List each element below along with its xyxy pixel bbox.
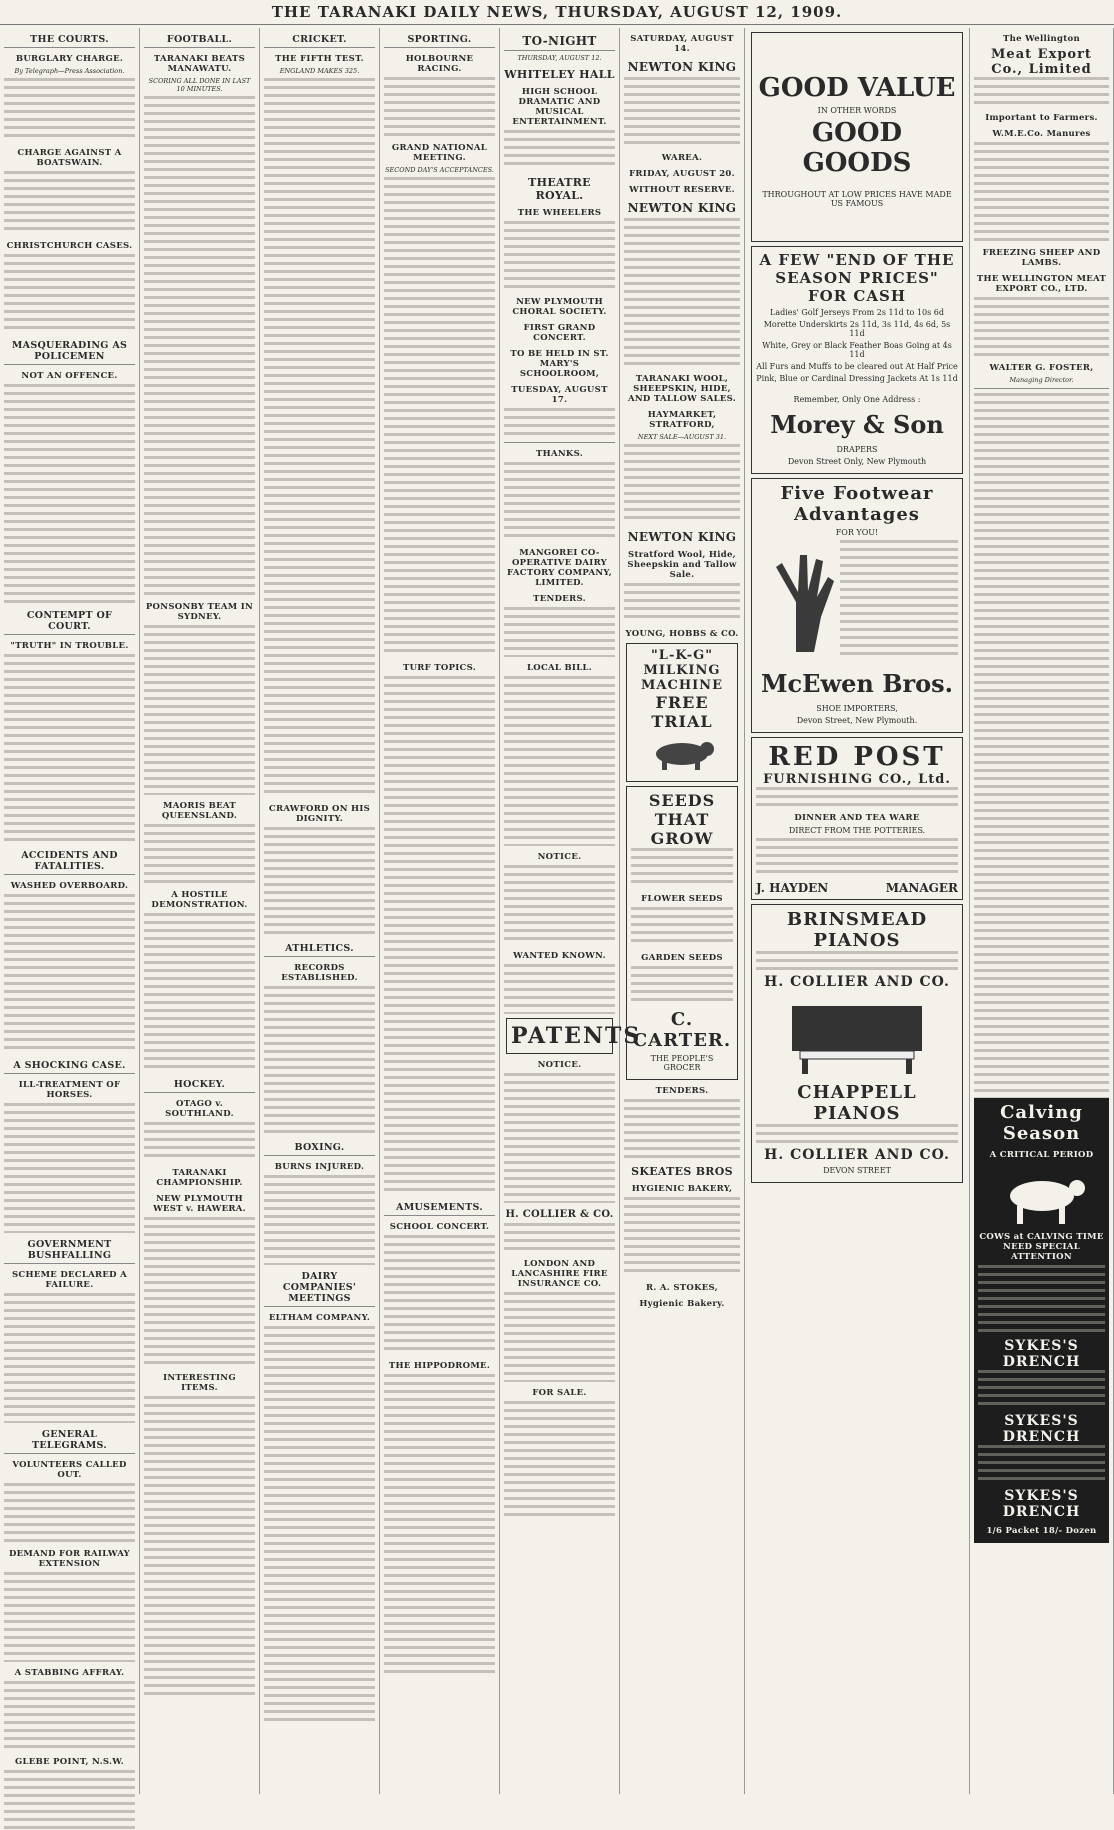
product-name: SYKES'S DRENCH bbox=[1002, 1413, 1081, 1445]
ad-body bbox=[756, 951, 958, 971]
product-name: SYKES'S DRENCH bbox=[1002, 1488, 1081, 1520]
good-value-ad bbox=[751, 32, 963, 242]
article-body bbox=[144, 96, 255, 596]
column-sporting bbox=[380, 28, 500, 1794]
ad-merchant: H. COLLIER AND CO. bbox=[764, 974, 950, 990]
ad-subline: FURNISHING CO., Ltd. bbox=[763, 772, 951, 787]
article-subheading: SCORING ALL DONE IN LAST 10 MINUTES. bbox=[148, 77, 251, 93]
column-football bbox=[140, 28, 260, 1794]
ad-body bbox=[978, 1370, 1105, 1410]
article-subheading: DEMAND FOR RAILWAY EXTENSION bbox=[8, 1549, 131, 1569]
date-line: SATURDAY, AUGUST 14. bbox=[630, 34, 734, 54]
manager-title: MANAGER bbox=[885, 881, 958, 895]
ad-body bbox=[978, 1265, 1105, 1335]
article-body bbox=[144, 1396, 255, 1696]
article-body bbox=[4, 78, 135, 142]
footwear-ad bbox=[751, 478, 963, 733]
article-body bbox=[384, 1235, 495, 1355]
article-body bbox=[4, 894, 135, 1054]
notice-heading: TENDERS. bbox=[533, 594, 586, 604]
column-display-ads bbox=[745, 28, 970, 1794]
ad-headline: GOOD VALUE bbox=[758, 73, 956, 103]
ad-body bbox=[631, 966, 733, 1006]
article-heading: GENERAL TELEGRAMS. bbox=[4, 1429, 135, 1454]
notice-body bbox=[504, 1401, 615, 1521]
seeds-ad bbox=[626, 786, 738, 1080]
ad-headline: W.M.E.Co. Manures bbox=[992, 129, 1091, 139]
ad-subline: Devon Street, New Plymouth. bbox=[796, 716, 918, 725]
event-heading: NEW PLYMOUTH CHORAL SOCIETY. bbox=[512, 297, 607, 317]
cow-icon bbox=[647, 737, 717, 771]
article-heading: THE FIFTH TEST. bbox=[275, 54, 364, 64]
section-heading: HOCKEY. bbox=[144, 1079, 255, 1093]
ad-headline: FREEZING SHEEP AND LAMBS. bbox=[982, 248, 1101, 268]
notice-heading: LONDON AND LANCASHIRE FIRE INSURANCE CO. bbox=[511, 1259, 608, 1289]
article-body bbox=[264, 78, 375, 798]
ad-body bbox=[974, 142, 1109, 242]
article-body bbox=[264, 1175, 375, 1265]
article-body bbox=[4, 1293, 135, 1423]
auctioneer-heading: NEWTON KING bbox=[627, 60, 737, 74]
section-heading: FOOTBALL. bbox=[144, 34, 255, 48]
article-subheading: A STABBING AFFRAY. bbox=[14, 1668, 125, 1678]
article-body bbox=[4, 384, 135, 604]
classified-listings bbox=[974, 393, 1109, 1098]
notice-heading: WITHOUT RESERVE. bbox=[629, 185, 735, 195]
ad-subline: Devon Street Only, New Plymouth bbox=[787, 457, 927, 466]
divider bbox=[974, 388, 1109, 389]
column-auctions bbox=[620, 28, 745, 1794]
event-heading: THE WHEELERS bbox=[517, 208, 602, 218]
patents-ad bbox=[506, 1018, 642, 1054]
manager-name: J. HAYDEN bbox=[756, 881, 829, 895]
ad-subheading: FLOWER SEEDS bbox=[641, 894, 723, 904]
notice-body bbox=[624, 1099, 740, 1159]
notice-heading: Stratford Wool, Hide, Sheepskin and Tallow Sale. bbox=[627, 550, 737, 580]
article-body bbox=[144, 913, 255, 1073]
signature-title: Managing Director. bbox=[1009, 376, 1074, 384]
article-subheading: SECOND DAY'S ACCEPTANCES. bbox=[385, 166, 494, 174]
notice-heading: LOCAL BILL. bbox=[526, 663, 593, 673]
date-line: THURSDAY, AUGUST 12. bbox=[517, 54, 602, 62]
section-heading: CRICKET. bbox=[264, 34, 375, 48]
price-line: Morette Underskirts 2s 11d, 3s 11d, 4s 6d, 5s 11d bbox=[763, 320, 951, 338]
article-subheading: SCHEME DECLARED A FAILURE. bbox=[11, 1270, 127, 1290]
patents-title: PATENTS bbox=[511, 1023, 642, 1049]
article-body bbox=[4, 1770, 135, 1830]
article-heading: PONSONBY TEAM IN SYDNEY. bbox=[145, 602, 254, 622]
article-heading: GRAND NATIONAL MEETING. bbox=[391, 143, 488, 163]
section-heading: AMUSEMENTS. bbox=[384, 1202, 495, 1216]
notice-heading: THANKS. bbox=[535, 449, 583, 459]
notice-body bbox=[624, 583, 740, 623]
notice-body bbox=[504, 964, 615, 1014]
ad-body bbox=[631, 907, 733, 947]
notice-heading: WAREA. bbox=[661, 153, 703, 163]
price-line: Pink, Blue or Cardinal Dressing Jackets At 1s 11d bbox=[756, 374, 958, 383]
ad-merchant: H. COLLIER AND CO. bbox=[764, 1147, 950, 1163]
ad-body bbox=[974, 77, 1109, 107]
notice-heading: H. COLLIER & CO. bbox=[505, 1209, 614, 1220]
ad-headline: BRINSMEAD PIANOS bbox=[786, 909, 928, 951]
masthead: THE TARANAKI DAILY NEWS, THURSDAY, AUGUST 12, 1909. bbox=[0, 0, 1114, 25]
price-line: 1/6 Packet 18/- Dozen bbox=[986, 1526, 1097, 1536]
article-heading: TARANAKI BEATS MANAWATU. bbox=[153, 54, 246, 74]
auctioneer-heading: NEWTON KING bbox=[627, 201, 737, 215]
notice-heading: R. A. STOKES, bbox=[646, 1283, 718, 1293]
article-heading: SCHOOL CONCERT. bbox=[389, 1222, 490, 1232]
article-heading: A HOSTILE DEMONSTRATION. bbox=[151, 890, 248, 910]
article-heading: GOVERNMENT BUSHFALLING bbox=[4, 1239, 135, 1264]
article-body bbox=[4, 254, 135, 334]
ad-headline: Calving Season bbox=[1000, 1102, 1083, 1144]
ad-title: "L-K-G" MILKING MACHINE bbox=[641, 648, 723, 693]
red-post-ad bbox=[751, 737, 963, 900]
ad-body bbox=[756, 1124, 958, 1144]
article-heading: RECORDS ESTABLISHED. bbox=[281, 963, 358, 983]
article-heading: BURGLARY CHARGE. bbox=[15, 54, 124, 64]
article-heading: ELTHAM COMPANY. bbox=[268, 1313, 371, 1323]
product-name: SYKES'S DRENCH bbox=[1002, 1338, 1081, 1370]
article-heading: CRAWFORD ON HIS DIGNITY. bbox=[268, 804, 371, 824]
shop-name: Morey & Son bbox=[770, 410, 944, 439]
ad-headline: GOOD GOODS bbox=[802, 118, 912, 178]
section-heading: THE COURTS. bbox=[4, 34, 135, 48]
divider bbox=[504, 442, 615, 443]
notice-heading: HYGIENIC BAKERY, bbox=[631, 1184, 733, 1194]
event-heading: HIGH SCHOOL DRAMATIC AND MUSICAL ENTERTAINMENT. bbox=[512, 87, 607, 127]
notice-heading: MANGOREI CO-OPERATIVE DAIRY FACTORY COMPANY, LIMITED. bbox=[507, 548, 612, 588]
piano-icon bbox=[782, 996, 932, 1076]
notice-heading: TARANAKI WOOL, SHEEPSKIN, HIDE, AND TALLOW SALES. bbox=[627, 374, 737, 404]
event-heading: TUESDAY, AUGUST 17. bbox=[511, 385, 608, 405]
notice-body bbox=[624, 444, 740, 524]
article-body bbox=[144, 1122, 255, 1162]
ad-title: FREE TRIAL bbox=[651, 693, 713, 731]
ad-headline: THE WELLINGTON MEAT EXPORT CO., LTD. bbox=[976, 274, 1107, 294]
ad-subline: DEVON STREET bbox=[823, 1166, 891, 1175]
article-body bbox=[144, 1217, 255, 1367]
notice-body bbox=[624, 77, 740, 147]
season-prices-ad bbox=[751, 246, 963, 474]
event-heading: FIRST GRAND CONCERT. bbox=[523, 323, 596, 343]
notice-heading: NOTICE. bbox=[537, 1060, 582, 1070]
ad-subline: SHOE IMPORTERS, bbox=[816, 704, 898, 713]
ad-body bbox=[978, 1445, 1105, 1485]
notice-body bbox=[504, 607, 615, 657]
ad-merchant: C. CARTER. bbox=[632, 1009, 732, 1051]
notice-heading: WANTED KNOWN. bbox=[513, 951, 606, 961]
article-heading: BURNS INJURED. bbox=[274, 1162, 365, 1172]
byline: By Telegraph—Press Association. bbox=[14, 67, 125, 75]
notice-body bbox=[504, 408, 615, 438]
article-subheading: VOLUNTEERS CALLED OUT. bbox=[12, 1460, 127, 1480]
column-cricket bbox=[260, 28, 380, 1794]
column-notices bbox=[500, 28, 642, 1794]
article-heading: CHRISTCHURCH CASES. bbox=[6, 241, 133, 251]
section-heading: ATHLETICS. bbox=[264, 943, 375, 957]
article-body bbox=[384, 77, 495, 137]
notice-body bbox=[504, 676, 615, 846]
article-body bbox=[144, 824, 255, 884]
article-heading: ACCIDENTS AND FATALITIES. bbox=[4, 850, 135, 875]
ad-body bbox=[756, 787, 958, 807]
notice-body bbox=[504, 221, 615, 291]
article-body bbox=[4, 1483, 135, 1543]
notice-heading: NOTICE. bbox=[537, 852, 582, 862]
notice-body bbox=[504, 130, 615, 170]
notice-heading: FRIDAY, AUGUST 20. bbox=[629, 169, 735, 179]
article-heading: OTAGO v. SOUTHLAND. bbox=[165, 1099, 234, 1119]
article-heading: TARANAKI CHAMPIONSHIP. bbox=[156, 1168, 243, 1188]
article-heading: CONTEMPT OF COURT. bbox=[4, 610, 135, 635]
ad-subline: DRAPERS bbox=[836, 445, 878, 454]
article-subheading: ENGLAND MAKES 325. bbox=[279, 67, 360, 75]
event-heading: TO BE HELD IN ST. MARY'S SCHOOLROOM, bbox=[510, 349, 609, 379]
calving-season-ad bbox=[974, 1098, 1109, 1543]
notice-heading: FOR SALE. bbox=[532, 1388, 587, 1398]
notice-body bbox=[504, 462, 615, 542]
article-body bbox=[4, 1681, 135, 1751]
ad-subline: IN OTHER WORDS bbox=[817, 106, 897, 115]
ad-title: SEEDS THAT GROW bbox=[648, 791, 716, 848]
venue-heading: THEATRE ROYAL. bbox=[528, 176, 591, 202]
price-line: All Furs and Muffs to be cleared out At Half Price bbox=[756, 362, 958, 371]
ad-subline: FOR YOU! bbox=[835, 528, 879, 537]
ad-subheading: GARDEN SEEDS bbox=[641, 953, 723, 963]
ad-headline: CHAPPELL PIANOS bbox=[797, 1082, 917, 1124]
notice-body bbox=[624, 218, 740, 368]
notice-body bbox=[504, 1223, 615, 1253]
ad-subheading: COWS at CALVING TIME NEED SPECIAL ATTENTION bbox=[979, 1232, 1104, 1262]
article-body bbox=[384, 676, 495, 1196]
section-heading: SPORTING. bbox=[384, 34, 495, 48]
notice-heading: YOUNG, HOBBS & CO. bbox=[625, 629, 739, 639]
notice-body bbox=[504, 865, 615, 945]
cow-icon bbox=[997, 1166, 1087, 1226]
notice-subheading: NEXT SALE—AUGUST 31. bbox=[637, 433, 727, 441]
ad-subline: THROUGHOUT AT LOW PRICES HAVE MADE US FAMOUS bbox=[762, 190, 952, 208]
pianos-ad bbox=[751, 904, 963, 1183]
ad-body bbox=[631, 848, 733, 888]
notice-heading: Hygienic Bakery. bbox=[639, 1299, 725, 1309]
article-heading: TURF TOPICS. bbox=[402, 663, 477, 673]
notice-heading: TENDERS. bbox=[655, 1086, 709, 1096]
ad-headline: Five Footwear Advantages bbox=[780, 483, 934, 525]
article-heading: MASQUERADING AS POLICEMEN bbox=[4, 340, 135, 365]
article-body bbox=[264, 986, 375, 1136]
notice-heading: HAYMARKET, STRATFORD, bbox=[647, 410, 717, 430]
signature: WALTER G. FOSTER, bbox=[989, 363, 1094, 373]
price-line: White, Grey or Black Feather Boas Going at 4s 11d bbox=[762, 341, 952, 359]
notice-body bbox=[624, 1197, 740, 1277]
notice-heading: SKEATES BROS bbox=[631, 1165, 733, 1178]
auctioneer-heading: NEWTON KING bbox=[627, 530, 737, 544]
hand-icon bbox=[756, 547, 836, 657]
article-body bbox=[144, 625, 255, 795]
ad-tagline: THE PEOPLE'S GROCER bbox=[650, 1054, 714, 1072]
article-body bbox=[4, 1572, 135, 1662]
article-subheading: WASHED OVERBOARD. bbox=[10, 881, 129, 891]
ad-subline: Remember, Only One Address : bbox=[793, 395, 921, 404]
milking-machine-ad bbox=[626, 643, 738, 782]
price-line: Ladies' Golf Jerseys From 2s 11d to 10s 6d bbox=[770, 308, 944, 317]
ad-body bbox=[974, 297, 1109, 357]
ad-headline: Important to Farmers. bbox=[985, 113, 1098, 123]
article-heading: THE HIPPODROME. bbox=[388, 1361, 491, 1371]
section-heading: BOXING. bbox=[264, 1142, 375, 1156]
ad-headline: A FEW "END OF THE SEASON PRICES" FOR CASH bbox=[759, 251, 955, 305]
article-subheading: NOT AN OFFENCE. bbox=[21, 371, 118, 381]
article-heading: CHARGE AGAINST A BOATSWAIN. bbox=[17, 148, 122, 168]
section-heading: TO-NIGHT bbox=[504, 34, 615, 51]
article-body bbox=[384, 177, 495, 657]
article-body bbox=[4, 171, 135, 235]
ad-headline: The Wellington bbox=[1003, 34, 1080, 44]
article-body bbox=[384, 1374, 495, 1674]
article-subheading: GLEBE POINT, N.S.W. bbox=[14, 1757, 125, 1767]
ad-subheading: A CRITICAL PERIOD bbox=[989, 1150, 1094, 1160]
article-subheading: ILL-TREATMENT OF HORSES. bbox=[18, 1080, 121, 1100]
ad-headline: Meat Export Co., Limited bbox=[991, 47, 1092, 77]
shop-name: McEwen Bros. bbox=[760, 669, 953, 698]
article-subheading: NEW PLYMOUTH WEST v. HAWERA. bbox=[153, 1194, 246, 1214]
article-heading: INTERESTING ITEMS. bbox=[163, 1373, 236, 1393]
article-body bbox=[264, 1326, 375, 1726]
ad-headline: RED POST bbox=[768, 742, 946, 772]
article-subheading: "TRUTH" IN TROUBLE. bbox=[10, 641, 129, 651]
ad-subheading: DINNER AND TEA WARE bbox=[794, 813, 920, 823]
article-body bbox=[4, 654, 135, 844]
ad-body bbox=[840, 540, 958, 660]
article-heading: MAORIS BEAT QUEENSLAND. bbox=[161, 801, 238, 821]
ad-body bbox=[756, 838, 958, 878]
section-heading: DAIRY COMPANIES' MEETINGS bbox=[264, 1271, 375, 1307]
notice-body bbox=[504, 1073, 615, 1203]
article-heading: A SHOCKING CASE. bbox=[4, 1060, 135, 1074]
article-heading: HOLBOURNE RACING. bbox=[405, 54, 474, 74]
column-courts bbox=[0, 28, 140, 1794]
notice-body bbox=[504, 1292, 615, 1382]
article-body bbox=[4, 1103, 135, 1233]
column-classifieds bbox=[970, 28, 1114, 1794]
ad-subline: DIRECT FROM THE POTTERIES. bbox=[788, 826, 926, 835]
article-body bbox=[264, 827, 375, 937]
venue-heading: WHITELEY HALL bbox=[504, 68, 615, 81]
